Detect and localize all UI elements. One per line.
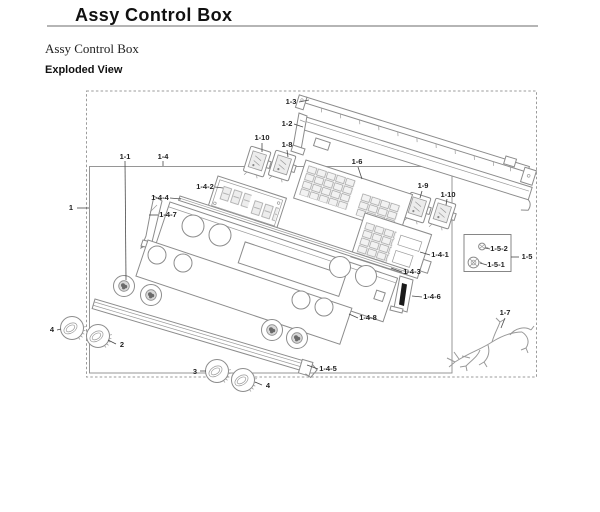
part-knob-4-left [61, 317, 87, 340]
callout-1-9: 1-9 [417, 181, 429, 190]
callout-1-1: 1-1 [119, 152, 131, 161]
part-knob-3 [206, 360, 232, 383]
part-bezel-4 [287, 328, 308, 349]
callout-1-7: 1-7 [499, 308, 511, 317]
part-connector-1-10-right [427, 198, 459, 233]
callout-1-4-8: 1-4-8 [359, 313, 377, 322]
part-keypad-1-6 [294, 160, 413, 233]
callout-1-4-3: 1-4-3 [403, 267, 421, 276]
callout-2: 2 [119, 340, 125, 349]
callout-1-4-5: 1-4-5 [319, 364, 337, 373]
part-connector-1-8 [267, 150, 299, 185]
callout-1-5-1: 1-5-1 [487, 260, 505, 269]
callout-1-6: 1-6 [351, 157, 363, 166]
callout-1: 1 [68, 203, 74, 212]
assembly-name: Assy Control Box [45, 41, 139, 56]
callout-1-4-4: 1-4-4 [151, 193, 169, 202]
part-bezel-3 [262, 320, 283, 341]
part-knob-4-right [232, 369, 258, 392]
page-title: Assy Control Box [75, 5, 233, 25]
callout-1-4: 1-4 [157, 152, 169, 161]
callout-1-4-1: 1-4-1 [431, 250, 449, 259]
part-connector-1-10-left [242, 146, 274, 181]
callout-1-10-right: 1-10 [440, 190, 456, 199]
callout-1-5-2: 1-5-2 [490, 244, 508, 253]
callout-1-2: 1-2 [281, 119, 293, 128]
callout-1-10-left: 1-10 [254, 133, 270, 142]
callout-1-8: 1-8 [281, 140, 293, 149]
callout-1-4-6: 1-4-6 [423, 292, 441, 301]
callout-4-left: 4 [49, 325, 55, 334]
part-knob-2 [87, 325, 113, 348]
callout-4-right: 4 [265, 381, 271, 390]
callout-1-4-7: 1-4-7 [159, 210, 177, 219]
callout-1-5: 1-5 [521, 252, 533, 261]
part-bezel-1 [114, 276, 135, 297]
callout-3: 3 [192, 367, 198, 376]
callout-1-3: 1-3 [285, 97, 297, 106]
callout-1-4-2: 1-4-2 [196, 182, 214, 191]
part-bezel-2 [141, 285, 162, 306]
part-wire-harness-1-7 [447, 318, 534, 371]
section-label: Exploded View [45, 64, 123, 76]
